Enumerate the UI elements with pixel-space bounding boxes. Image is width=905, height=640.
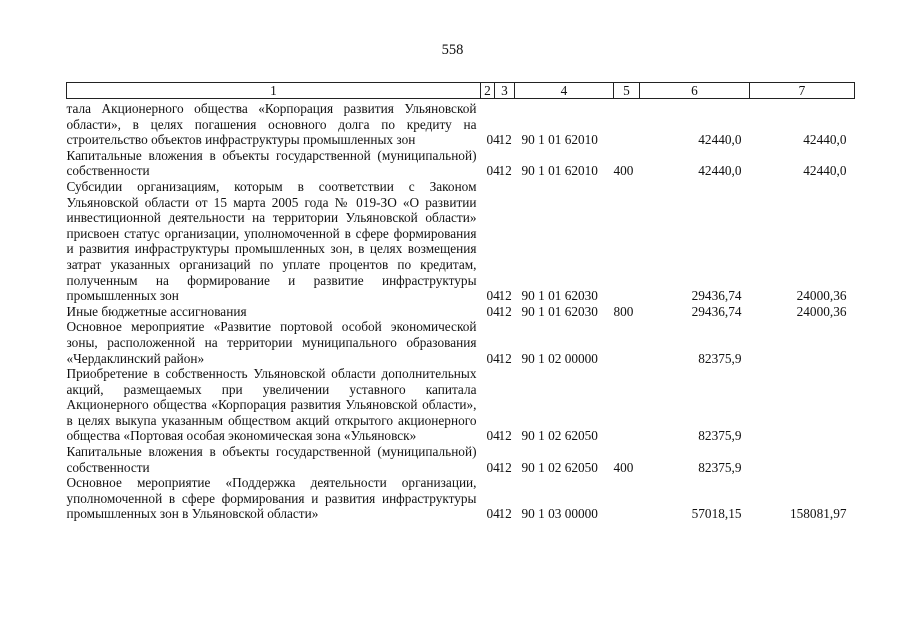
cell-amount-2: 42440,0: [803, 132, 847, 148]
column-header: 2: [481, 83, 495, 99]
cell-amount-2: [750, 366, 855, 444]
cell-section: 04: [486, 163, 500, 179]
column-header: 4: [515, 83, 614, 99]
row-description: тала Акционерного общества «Корпорация развития Ульяновской области», в целях погашения основного долга по кредиту на строительство объектов инфраструктуры промышленных зон: [66, 101, 477, 148]
table-row: [67, 179, 855, 304]
cell-amount-1: 29436,74: [691, 303, 742, 319]
cell-expense-type: [614, 179, 640, 304]
column-header: 7: [750, 83, 855, 99]
cell-subsection: 12: [498, 428, 512, 444]
cell-amount-2: 24000,36: [796, 303, 847, 319]
cell-amount-1: 82375,9: [698, 428, 742, 444]
cell-section: 04: [486, 303, 500, 319]
table-row: [67, 475, 855, 522]
row-description: Иные бюджетные ассигнования: [66, 303, 247, 319]
cell-amount-1: 42440,0: [698, 132, 742, 148]
table-row: [67, 304, 855, 320]
row-description: Капитальные вложения в объекты государственной (муниципальной) собственности: [66, 444, 477, 475]
column-header: 6: [640, 83, 750, 99]
table-row: [67, 319, 855, 366]
cell-amount-2: [750, 319, 855, 366]
row-description: Субсидии организациям, которым в соответствии с Законом Ульяновской области от 15 марта 2005 года № 019-ЗО «О развитии инвестиционной деятельности на территории Ульяновской области» присвоен статус организации, уполномоченной в сфере формирования и развития инфраструктуры промышленных зон, в целях возмещения затрат указанных организаций по уплате процентов по кредитам, полученным на формирование и развитие инфраструктуры промышленных зон: [66, 178, 477, 304]
cell-subsection: 12: [498, 459, 512, 475]
cell-section: 04: [486, 459, 500, 475]
cell-section: 04: [486, 428, 500, 444]
cell-expense-type: 400: [613, 163, 634, 179]
cell-target-article: 90 1 01 62010: [521, 132, 598, 148]
cell-target-article: 90 1 01 62010: [521, 163, 598, 179]
row-description: Приобретение в собственность Ульяновской области дополнительных акций, размещаемых при увеличении уставного капитала Акционерного общества «Корпорация развития Ульяновской области», в целях выкупа указанным обществом акций открытого акционерного общества «Портовая особая экономическая зона «Ульяновск»: [66, 366, 477, 444]
cell-target-article: 90 1 01 62030: [521, 288, 598, 304]
table-row: [67, 99, 855, 148]
cell-expense-type: 800: [613, 303, 634, 319]
cell-expense-type: [614, 319, 640, 366]
cell-target-article: 90 1 02 62050: [521, 428, 598, 444]
cell-target-article: 90 1 03 00000: [521, 506, 598, 522]
cell-amount-2: 42440,0: [803, 163, 847, 179]
cell-subsection: 12: [498, 163, 512, 179]
table-row: [67, 148, 855, 179]
cell-amount-2: [750, 444, 855, 475]
cell-section: 04: [486, 506, 500, 522]
cell-section: 04: [486, 350, 500, 366]
cell-expense-type: [614, 99, 640, 148]
cell-section: 04: [486, 132, 500, 148]
cell-amount-1: 82375,9: [698, 459, 742, 475]
cell-target-article: 90 1 02 62050: [521, 459, 598, 475]
cell-amount-1: 82375,9: [698, 350, 742, 366]
row-description: Основное мероприятие «Развитие портовой особой экономической зоны, расположенной на территории муниципального образования «Чердаклинский район»: [66, 319, 477, 366]
row-description: Капитальные вложения в объекты государственной (муниципальной) собственности: [66, 147, 477, 179]
column-header: 5: [614, 83, 640, 99]
cell-amount-2: 158081,97: [789, 506, 847, 522]
cell-subsection: 12: [498, 506, 512, 522]
cell-amount-1: 57018,15: [691, 506, 742, 522]
cell-expense-type: [614, 475, 640, 522]
budget-table: [66, 82, 855, 522]
cell-target-article: 90 1 01 62030: [521, 303, 598, 319]
row-description: Основное мероприятие «Поддержка деятельности организации, уполномоченной в сфере формирования и развития инфраструктуры промышленных зон в Ульяновской области»: [66, 475, 477, 522]
column-header: 1: [67, 83, 481, 99]
cell-expense-type: 400: [613, 459, 634, 475]
cell-expense-type: [614, 366, 640, 444]
cell-subsection: 12: [498, 288, 512, 304]
table-header-row: [67, 83, 855, 99]
cell-subsection: 12: [498, 303, 512, 319]
page-number: 558: [441, 42, 464, 58]
column-header: 3: [495, 83, 515, 99]
cell-target-article: 90 1 02 00000: [521, 350, 598, 366]
cell-subsection: 12: [498, 350, 512, 366]
cell-subsection: 12: [498, 132, 512, 148]
cell-section: 04: [486, 288, 500, 304]
cell-amount-1: 29436,74: [691, 288, 742, 304]
table-row: [67, 366, 855, 444]
cell-amount-1: 42440,0: [698, 163, 742, 179]
table-row: [67, 444, 855, 475]
cell-amount-2: 24000,36: [796, 288, 847, 304]
